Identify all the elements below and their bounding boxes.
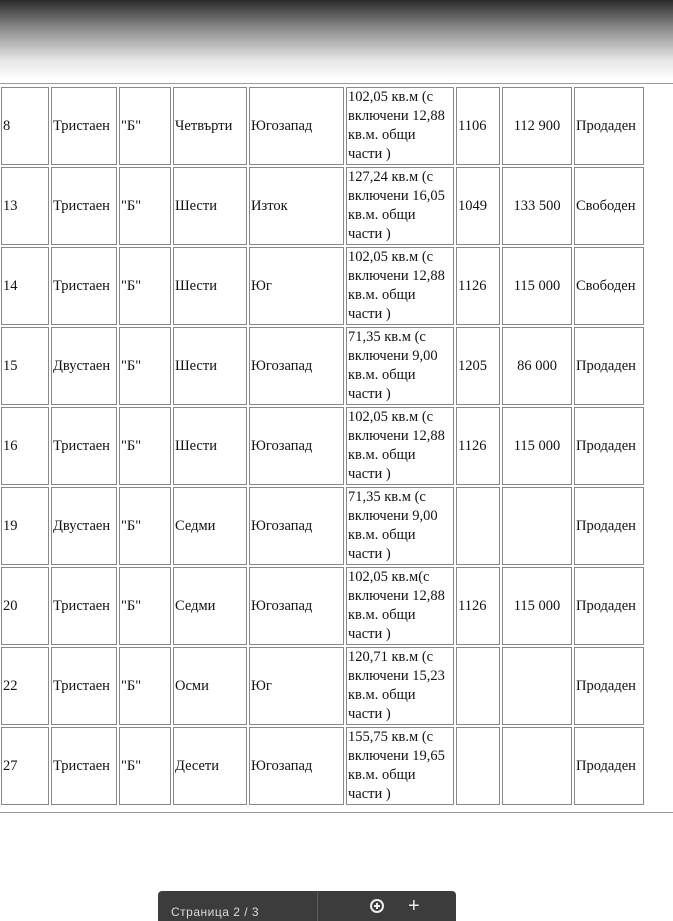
cell-type: Двустаен [51,327,117,405]
cell-number: 20 [1,567,49,645]
zoom-in-icon[interactable] [370,899,384,913]
cell-status: Продаден [574,647,644,725]
cell-type: Тристаен [51,407,117,485]
cell-block: "Б" [119,87,171,165]
cell-area: 102,05 кв.м (с включени 12,88 кв.м. общи части ) [346,407,454,485]
table-row [1,167,644,245]
cell-price: 115 000 [502,407,572,485]
cell-price-per-sqm [456,727,500,805]
cell-status: Продаден [574,487,644,565]
cell-price-per-sqm: 1126 [456,407,500,485]
cell-price-per-sqm: 1126 [456,247,500,325]
cell-type: Тристаен [51,727,117,805]
cell-type: Тристаен [51,647,117,725]
cell-block: "Б" [119,327,171,405]
cell-number: 27 [1,727,49,805]
cell-status: Продаден [574,407,644,485]
page-indicator: Страница 2 / 3 [171,905,260,919]
cell-exposure: Югозапад [249,727,344,805]
cell-block: "Б" [119,247,171,325]
table-row [1,647,644,725]
cell-exposure: Югозапад [249,407,344,485]
cell-area: 71,35 кв.м (с включени 9,00 кв.м. общи части ) [346,327,454,405]
cell-number: 13 [1,167,49,245]
cell-exposure: Югозапад [249,567,344,645]
table-row [1,727,644,805]
cell-number: 14 [1,247,49,325]
cell-floor: Шести [173,327,247,405]
cell-block: "Б" [119,487,171,565]
cell-price [502,727,572,805]
cell-floor: Шести [173,407,247,485]
table-row [1,487,644,565]
cell-price: 115 000 [502,247,572,325]
cell-price [502,487,572,565]
toolbar-divider [317,891,318,921]
cell-number: 15 [1,327,49,405]
cell-area: 102,05 кв.м (с включени 12,88 кв.м. общи части ) [346,247,454,325]
cell-floor: Седми [173,567,247,645]
cell-price-per-sqm [456,647,500,725]
cell-type: Тристаен [51,567,117,645]
cell-status: Продаден [574,87,644,165]
cell-status: Продаден [574,567,644,645]
table-row [1,87,644,165]
apartments-table [0,85,646,807]
cell-area: 102,05 кв.м (с включени 12,88 кв.м. общи части ) [346,87,454,165]
table-row [1,247,644,325]
cell-type: Двустаен [51,487,117,565]
cell-floor: Шести [173,167,247,245]
cell-exposure: Югозапад [249,327,344,405]
cell-exposure: Изток [249,167,344,245]
cell-number: 16 [1,407,49,485]
plus-icon[interactable]: + [408,895,420,917]
cell-floor: Осми [173,647,247,725]
cell-type: Тристаен [51,247,117,325]
cell-number: 22 [1,647,49,725]
cell-price: 115 000 [502,567,572,645]
cell-floor: Четвърти [173,87,247,165]
cell-block: "Б" [119,567,171,645]
cell-status: Свободен [574,247,644,325]
apartments-table-container [0,83,673,813]
cell-status: Свободен [574,167,644,245]
cell-number: 19 [1,487,49,565]
cell-area: 127,24 кв.м (с включени 16,05 кв.м. общи части ) [346,167,454,245]
cell-price-per-sqm: 1049 [456,167,500,245]
cell-number: 8 [1,87,49,165]
table-row [1,567,644,645]
cell-price: 133 500 [502,167,572,245]
cell-block: "Б" [119,727,171,805]
table-row [1,407,644,485]
cell-exposure: Юг [249,647,344,725]
cell-area: 155,75 кв.м (с включени 19,65 кв.м. общи части ) [346,727,454,805]
cell-price [502,647,572,725]
table-body [1,87,644,805]
cell-block: "Б" [119,167,171,245]
cell-floor: Шести [173,247,247,325]
cell-price-per-sqm [456,487,500,565]
cell-block: "Б" [119,407,171,485]
cell-price-per-sqm: 1126 [456,567,500,645]
cell-block: "Б" [119,647,171,725]
cell-type: Тристаен [51,167,117,245]
cell-exposure: Юг [249,247,344,325]
cell-area: 71,35 кв.м (с включени 9,00 кв.м. общи части ) [346,487,454,565]
header-gradient-bar [0,0,673,80]
cell-floor: Десети [173,727,247,805]
cell-price-per-sqm: 1205 [456,327,500,405]
table-row [1,327,644,405]
cell-exposure: Югозапад [249,87,344,165]
cell-type: Тристаен [51,87,117,165]
cell-status: Продаден [574,327,644,405]
cell-price-per-sqm: 1106 [456,87,500,165]
cell-area: 120,71 кв.м (с включени 15,23 кв.м. общи части ) [346,647,454,725]
cell-status: Продаден [574,727,644,805]
cell-floor: Седми [173,487,247,565]
cell-exposure: Югозапад [249,487,344,565]
cell-price: 112 900 [502,87,572,165]
pdf-page-toolbar [158,891,456,921]
cell-area: 102,05 кв.м(с включени 12,88 кв.м. общи части ) [346,567,454,645]
cell-price: 86 000 [502,327,572,405]
